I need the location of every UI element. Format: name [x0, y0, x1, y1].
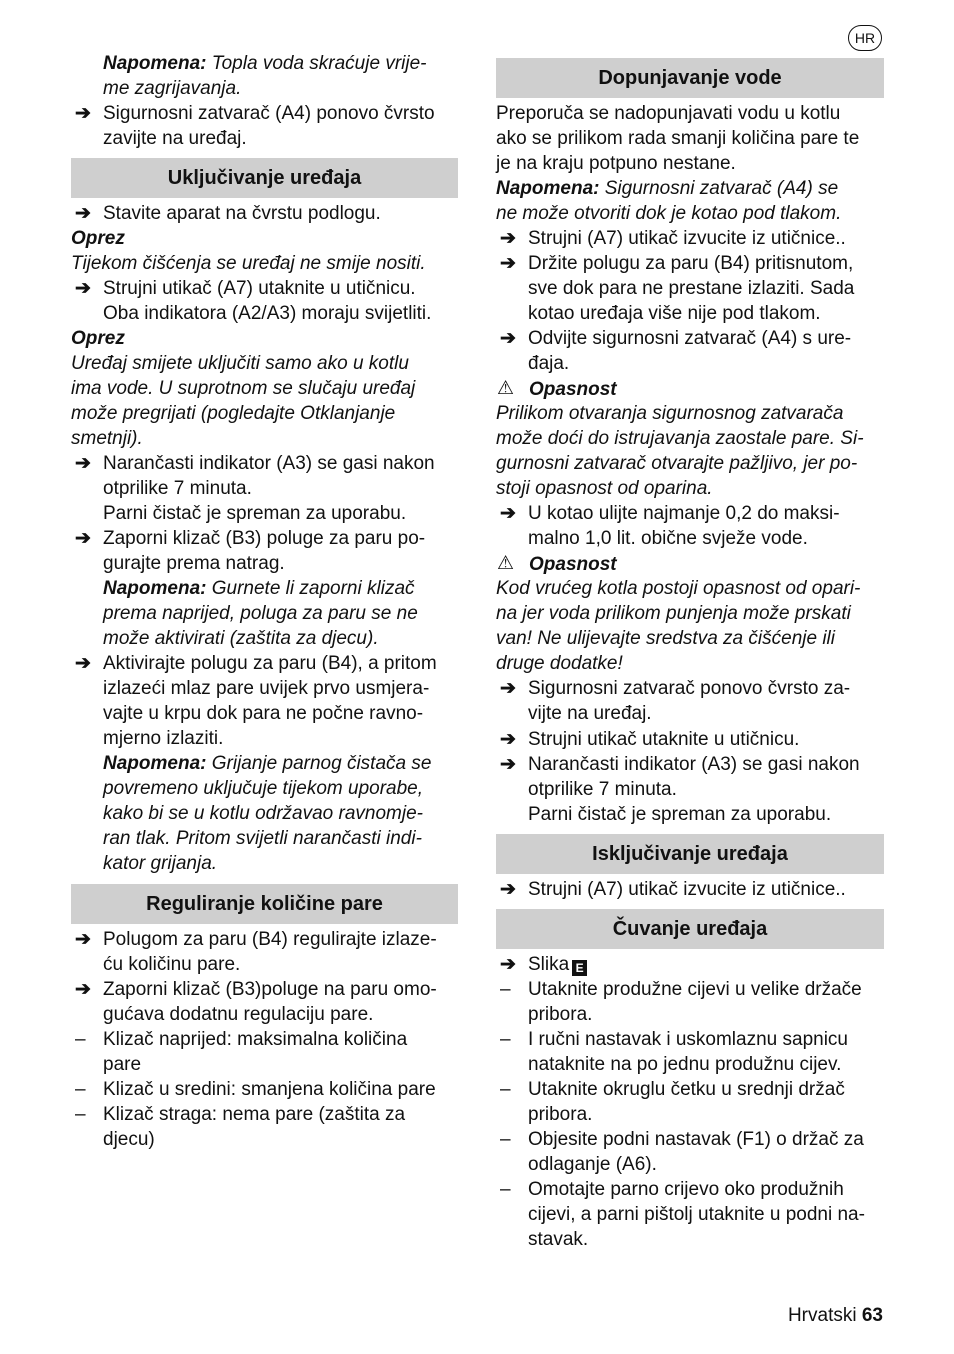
- step-text: izlazeći mlaz pare uvijek prvo usmjera-: [103, 678, 430, 699]
- step-text: kotao uređaja više nije pod tlakom.: [528, 303, 821, 324]
- language-badge: HR: [848, 25, 882, 51]
- danger-text: na jer voda prilikom punjenja može prskati: [496, 603, 851, 624]
- caution-label: Oprez: [71, 328, 125, 349]
- list-item: pare: [103, 1054, 142, 1075]
- note-text: Sigurnosni zatvarač (A4) se: [604, 178, 839, 199]
- list-item: pribora.: [528, 1104, 593, 1125]
- step-text: Zaporni klizač (B3) poluge za paru po-: [103, 528, 426, 549]
- note-text: može aktivirati (zaštita za djecu).: [103, 628, 379, 649]
- step-text: ću količinu pare.: [103, 954, 241, 975]
- step-text: otprilike 7 minuta.: [528, 779, 677, 800]
- dash-bullet: –: [75, 1104, 86, 1125]
- note-text: Gurnete li zaporni klizač: [211, 578, 415, 599]
- arrow-icon: ➔: [500, 503, 516, 524]
- arrow-icon: ➔: [500, 228, 516, 249]
- page-footer: [788, 1303, 883, 1328]
- arrow-icon: ➔: [500, 729, 516, 750]
- list-item: odlaganje (A6).: [528, 1154, 657, 1175]
- list-item: Klizač straga: nema pare (zaštita za: [103, 1104, 406, 1125]
- step-text: [496, 952, 587, 977]
- section-heading-switch-off: Isključivanje uređaja: [496, 834, 884, 874]
- arrow-icon: ➔: [500, 328, 516, 349]
- arrow-icon: ➔: [500, 678, 516, 699]
- step-text: Strujni (A7) utikač izvucite iz utičnice..: [528, 228, 846, 249]
- list-item: Utaknite okruglu četku u srednji držač: [528, 1079, 845, 1100]
- arrow-icon: ➔: [75, 278, 91, 299]
- list-item: stavak.: [528, 1229, 589, 1250]
- arrow-icon: ➔: [500, 954, 516, 975]
- danger-text: van! Ne ulijevajte sredstva za čišćenje ili: [496, 628, 835, 649]
- step-text: Parni čistač je spreman za uporabu.: [103, 503, 407, 524]
- section-heading-steam-regulation: Reguliranje količine pare: [71, 884, 458, 924]
- note-line: [71, 576, 415, 601]
- caution-text: Uređaj smijete uključiti samo ako u kotlu: [71, 353, 409, 374]
- step-text: Zaporni klizač (B3)poluge na paru omo-: [103, 979, 437, 1000]
- step-text: Stavite aparat na čvrstu podlogu.: [103, 203, 381, 224]
- note-label: Napomena:: [103, 53, 207, 74]
- paragraph-text: Preporuča se nadopunjavati vodu u kotlu: [496, 103, 841, 124]
- dash-bullet: –: [500, 1179, 511, 1200]
- danger-text: stoji opasnost od oparina.: [496, 478, 713, 499]
- caution-text: ima vode. U suprotnom se slučaju uređaj: [71, 378, 416, 399]
- list-item: Klizač u sredini: smanjena količina pare: [103, 1079, 436, 1100]
- step-text: U kotao ulijte najmanje 0,2 do maksi-: [528, 503, 840, 524]
- step-text: Polugom za paru (B4) regulirajte izlaze-: [103, 929, 437, 950]
- paragraph-text: je na kraju potpuno nestane.: [496, 153, 736, 174]
- arrow-icon: ➔: [75, 203, 91, 224]
- step-text: Strujni utikač utaknite u utičnicu.: [528, 729, 800, 750]
- section-heading-switch-on: Uključivanje uređaja: [71, 158, 458, 198]
- dash-bullet: –: [75, 1079, 86, 1100]
- note-label: Napomena:: [103, 578, 207, 599]
- dash-bullet: –: [500, 1079, 511, 1100]
- danger-text: gurnosni zatvarač otvarajte pažljivo, jer po-: [496, 453, 858, 474]
- step-text: Sigurnosni zatvarač (A4) ponovo čvrsto: [103, 103, 435, 124]
- note-text: povremeno uključuje tijekom uporabe,: [103, 778, 424, 799]
- step-text: mjerno izlaziti.: [103, 728, 224, 749]
- step-text: đaja.: [528, 353, 570, 374]
- list-item: Objesite podni nastavak (F1) o držač za: [528, 1129, 864, 1150]
- arrow-icon: ➔: [75, 453, 91, 474]
- caution-label: Oprez: [71, 228, 125, 249]
- step-text: Sigurnosni zatvarač ponovo čvrsto za-: [528, 678, 851, 699]
- arrow-icon: ➔: [75, 979, 91, 1000]
- arrow-icon: ➔: [75, 929, 91, 950]
- arrow-icon: ➔: [75, 103, 91, 124]
- list-item: cijevi, a parni pištolj utaknite u podni na-: [528, 1204, 865, 1225]
- step-text: vijte na uređaj.: [528, 703, 652, 724]
- note-text: ran tlak. Pritom svijetli narančasti indi-: [103, 828, 422, 849]
- figure-e-icon: E: [572, 960, 587, 976]
- arrow-icon: ➔: [500, 253, 516, 274]
- arrow-icon: ➔: [75, 528, 91, 549]
- note-text: kator grijanja.: [103, 853, 218, 874]
- step-text: Parni čistač je spreman za uporabu.: [528, 804, 832, 825]
- note-line: [496, 176, 838, 201]
- note-text: ne može otvoriti dok je kotao pod tlakom.: [496, 203, 842, 224]
- arrow-icon: ➔: [500, 754, 516, 775]
- arrow-icon: ➔: [500, 879, 516, 900]
- note-text: kako bi se u kotlu održavao ravnomje-: [103, 803, 423, 824]
- figure-reference-text: Slika: [528, 954, 570, 975]
- step-text: otprilike 7 minuta.: [103, 478, 252, 499]
- dash-bullet: –: [500, 1129, 511, 1150]
- danger-label: Opasnost: [529, 379, 617, 400]
- step-text: Strujni utikač (A7) utaknite u utičnicu.: [103, 278, 416, 299]
- arrow-icon: ➔: [75, 653, 91, 674]
- note-label: Napomena:: [496, 178, 600, 199]
- list-item: pribora.: [528, 1004, 593, 1025]
- list-item: Utaknite produžne cijevi u velike držače: [528, 979, 862, 1000]
- danger-text: može doći do istrujavanja zaostale pare. Si-: [496, 428, 864, 449]
- step-text: Narančasti indikator (A3) se gasi nakon: [103, 453, 435, 474]
- section-heading-storage: Čuvanje uređaja: [496, 909, 884, 949]
- warning-triangle-icon: ⚠: [497, 553, 515, 574]
- note-label: Napomena:: [103, 753, 207, 774]
- note-text: prema naprijed, poluga za paru se ne: [103, 603, 418, 624]
- step-text: Strujni (A7) utikač izvucite iz utičnice..: [528, 879, 846, 900]
- danger-text: Prilikom otvaranja sigurnosnog zatvarača: [496, 403, 844, 424]
- list-item: djecu): [103, 1129, 155, 1150]
- dash-bullet: –: [500, 979, 511, 1000]
- list-item: Klizač naprijed: maksimalna količina: [103, 1029, 408, 1050]
- step-text: Aktivirajte polugu za paru (B4), a pritom: [103, 653, 437, 674]
- intro-note-line: [71, 51, 426, 76]
- list-item: nataknite na po jednu produžnu cijev.: [528, 1054, 842, 1075]
- step-text: gućava dodatnu regulaciju pare.: [103, 1004, 374, 1025]
- caution-text: može pregrijati (pogledajte Otklanjanje: [71, 403, 396, 424]
- danger-text: druge dodatke!: [496, 653, 623, 674]
- caution-text: Tijekom čišćenja se uređaj ne smije nositi.: [71, 253, 426, 274]
- footer-language: Hrvatski: [787, 1305, 857, 1326]
- paragraph-text: ako se prilikom rada smanji količina pare te: [496, 128, 860, 149]
- dash-bullet: –: [75, 1029, 86, 1050]
- step-text: sve dok para ne prestane izlaziti. Sada: [528, 278, 855, 299]
- step-text: zavijte na uređaj.: [103, 128, 247, 149]
- note-text: Topla voda skraćuje vrije-: [211, 53, 427, 74]
- step-text: Odvijte sigurnosni zatvarač (A4) s ure-: [528, 328, 852, 349]
- danger-text: Kod vrućeg kotla postoji opasnost od opari-: [496, 578, 861, 599]
- danger-label: Opasnost: [529, 554, 617, 575]
- step-text: malno 1,0 lit. obične svježe vode.: [528, 528, 808, 549]
- step-text: gurajte prema natrag.: [103, 553, 285, 574]
- page-number: 63: [861, 1305, 883, 1326]
- step-text: Oba indikatora (A2/A3) moraju svijetliti.: [103, 303, 432, 324]
- intro-note-line: me zagrijavanja.: [103, 78, 242, 99]
- warning-triangle-icon: ⚠: [497, 378, 515, 399]
- list-item: Omotajte parno crijevo oko produžnih: [528, 1179, 844, 1200]
- caution-text: smetnji).: [71, 428, 143, 449]
- step-text: vajte u krpu dok para ne počne ravno-: [103, 703, 424, 724]
- list-item: I ručni nastavak i uskomlaznu sapnicu: [528, 1029, 848, 1050]
- note-line: [71, 751, 431, 776]
- dash-bullet: –: [500, 1029, 511, 1050]
- step-text: Narančasti indikator (A3) se gasi nakon: [528, 754, 860, 775]
- section-heading-refill: Dopunjavanje vode: [496, 58, 884, 98]
- note-text: Grijanje parnog čistača se: [211, 753, 432, 774]
- step-text: Držite polugu za paru (B4) pritisnutom,: [528, 253, 854, 274]
